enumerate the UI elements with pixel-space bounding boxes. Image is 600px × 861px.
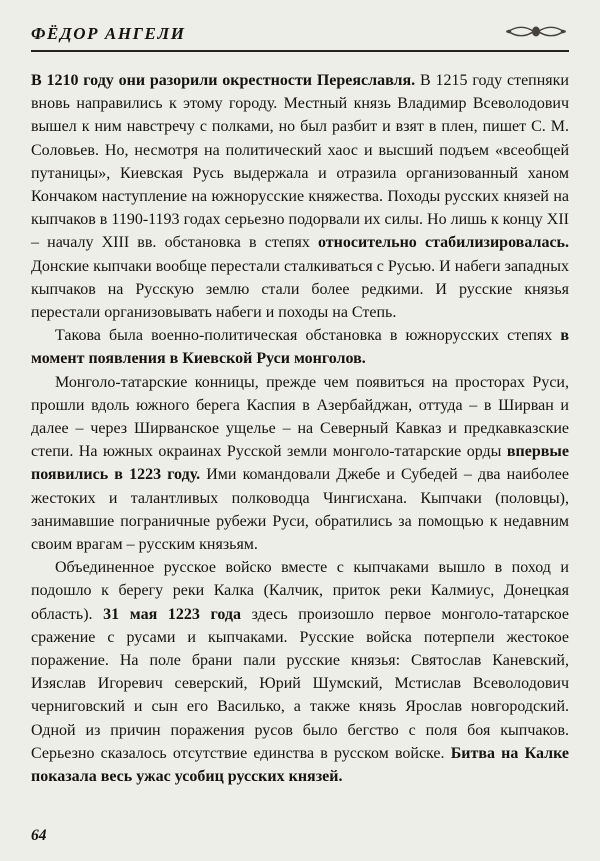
bold-text-run: В 1210 году они разорили окрестности Переяславля. [31,72,416,89]
bold-text-run: в момент появления в Киевской Руси монголов. [31,327,569,368]
page-title: ФЁДОР АНГЕЛИ [31,24,186,43]
paragraph [31,371,569,557]
running-header [31,24,569,52]
text-run: здесь произошло первое монголо-татарское сражение с русами и кыпчаками. Русские войска потерпели жестокое поражение. На поле брани пали русские князья: Святослав Каневский, Изяслав Игоревич северский, Юрий Шумский, Мстислав Всеволодович черниговский и сын его Василько, а также князь Ярослав новгородский. Одной из причин поражения русов было бегство с поля боя кыпчаков. Серьезно сказалось отсутствие единства в русском войске. [31,605,570,762]
text-run: Донские кыпчаки вообще перестали сталкиваться с Русью. И набеги западных кыпчаков на Русскую землю стали более редкими. И русские князья перестали организовывать набеги и походы на Степь. [31,257,569,322]
paragraph [31,556,569,788]
text-run: Объединенное русское войско вместе с кыпчаками вышло в поход и подошло к берегу реки Калка (Калчик, приток реки Калмиус, Донецкая область). [31,559,569,623]
text-run: В 1215 году степняки вновь направились к этому городу. Местный князь Владимир Всеволодович вышел к ним навстречу с полками, но был разбит и взят в плен, пишет С. М. Соловьев. Но, несмотря на политический хаос и высший подъем «всеобщей путаницы», Киевская Русь выдержала и отразила организованный ханом Кончаком наступление на южнорусские княжества. Походы русских князей на кыпчаков в 1190-1193 годах серьезно подорвали их силы. Но лишь к концу XII – началу XIII вв. обстановка в степях [31,72,569,252]
body-text [31,69,569,788]
bold-text-run: относительно стабилизировалась. [318,234,569,252]
fleuron-ornament-icon [505,24,567,44]
text-run: Ими командовали Джебе и Субедей – два наиболее жестоких и талантливых полководца Чингисхана. Кыпчаки (половцы), занимавшие пограничные рубежи Руси, обратились за помощью к недавним своим врагам – русским князьям. [31,466,569,554]
page-number: 64 [31,827,47,844]
text-run: Монголо-татарские конницы, прежде чем появиться на просторах Руси, прошли вдоль южного берега Каспия в Азербайджан, оттуда – в Ширван и далее – через Ширванское ущелье – на Северный Кавказ и предкавказские степи. На южных окраинах Русской земли монголо-татарские орды [31,373,569,461]
text-run: Такова была военно-политическая обстановка в южнорусских степях [55,327,561,345]
bold-text-run: впервые появились в 1223 году. [31,443,569,484]
bold-text-run: 31 мая 1223 года [103,605,241,623]
paragraph [31,324,569,370]
paragraph [31,69,569,324]
bold-text-run: Битва на Калке показала весь ужас усобиц русских князей. [31,744,569,786]
page-footer [31,821,569,845]
